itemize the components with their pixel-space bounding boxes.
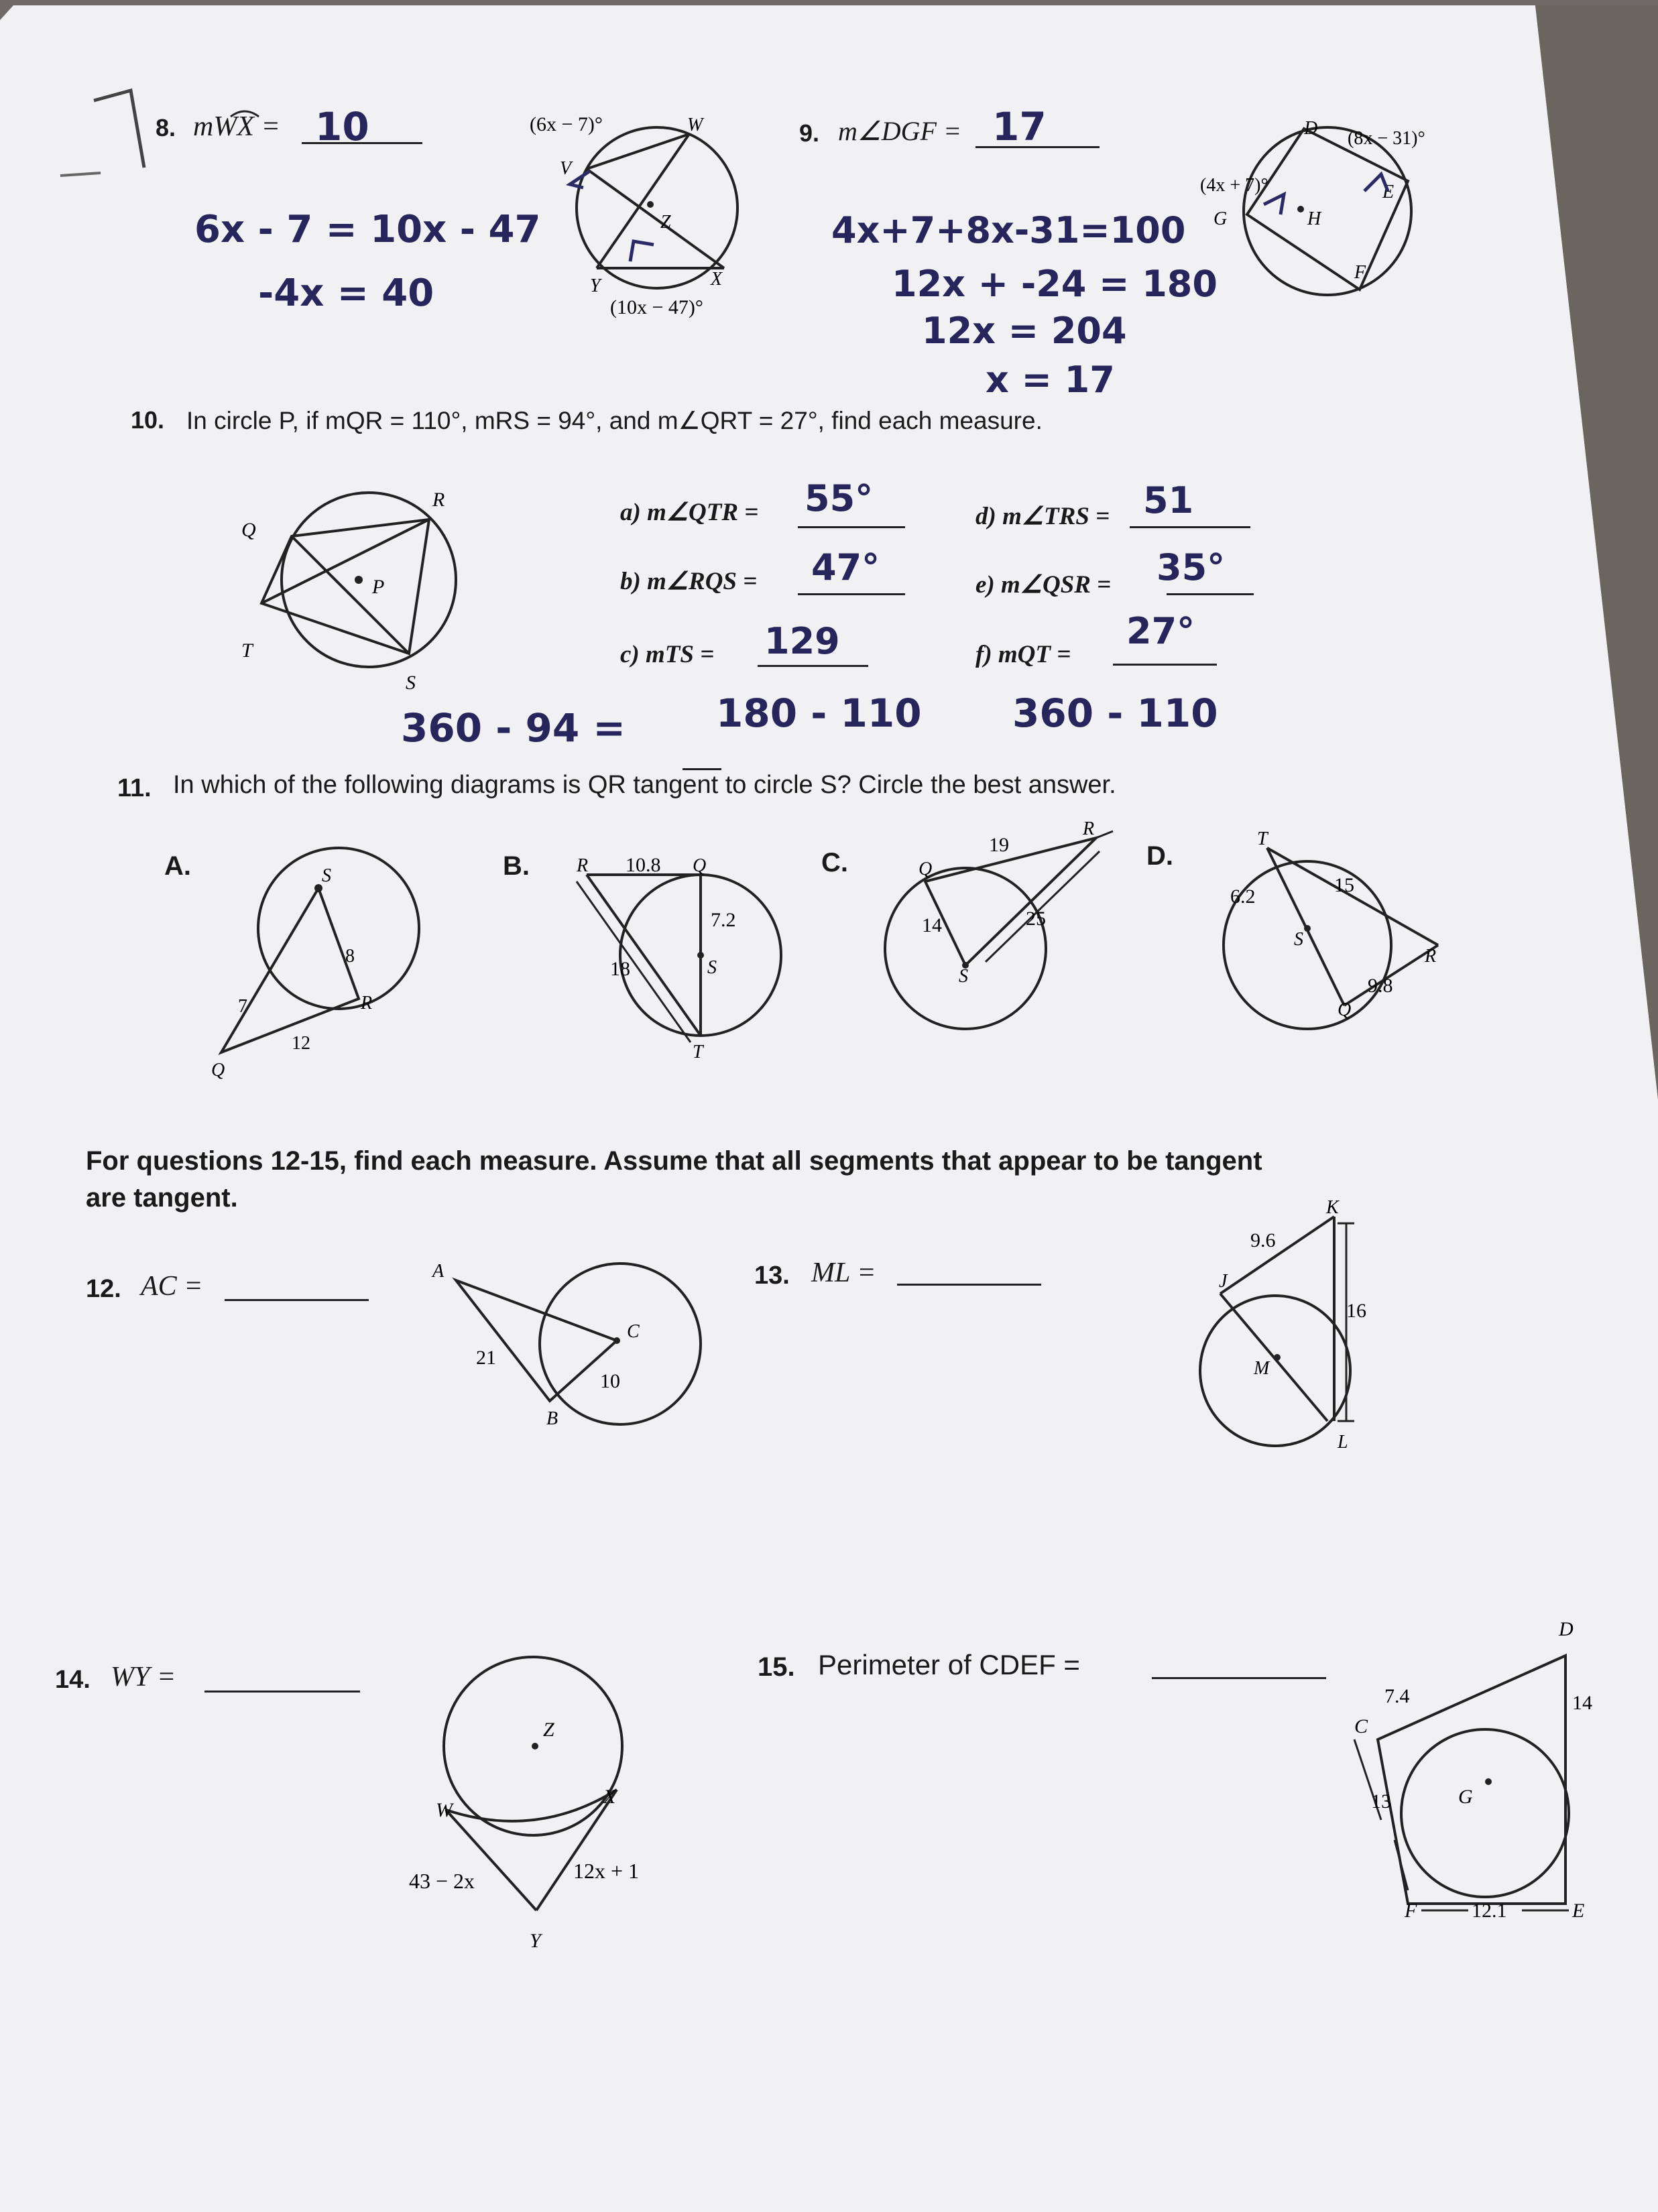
q11-c-point-r: R <box>1083 821 1095 839</box>
q8-arc-symbol <box>228 106 261 119</box>
q10-point-q: Q <box>241 519 256 541</box>
instructions-line2: are tangent. <box>86 1183 238 1213</box>
q11-option-d-label[interactable]: D. <box>1146 841 1173 871</box>
q10f-label: f) mQT = <box>975 641 1071 668</box>
q10c-answer-line <box>758 665 868 667</box>
q13-len-16: 16 <box>1346 1300 1366 1322</box>
q11-c-len-19: 19 <box>989 834 1009 856</box>
q14-point-w: W <box>436 1799 453 1821</box>
q10-point-r: R <box>432 489 445 511</box>
q13-diagram <box>1193 1193 1395 1461</box>
q9-work-line4: x = 17 <box>986 359 1115 401</box>
q9-point-g: G <box>1213 208 1228 229</box>
q11-a-len-8: 8 <box>345 946 355 967</box>
q12-number: 12. <box>86 1275 121 1303</box>
q10d-answer-line <box>1130 526 1250 528</box>
q10-point-p: P <box>372 576 385 598</box>
q11-a-point-r: R <box>361 993 373 1013</box>
q11-c-len-14: 14 <box>922 914 942 936</box>
q11-c-len-25: 25 <box>1026 908 1046 930</box>
q11-option-b-diagram[interactable] <box>560 845 801 1072</box>
q8-hand-arrow2 <box>630 241 654 261</box>
q12-diagram <box>422 1253 704 1434</box>
q15-point-c: C <box>1354 1715 1368 1737</box>
q14-expr-xy: 12x + 1 <box>573 1859 640 1883</box>
q12-len-21: 21 <box>476 1347 496 1369</box>
q9-work-line2: 12x + -24 = 180 <box>892 263 1218 305</box>
q11-d-len-6-2: 6.2 <box>1230 885 1256 908</box>
q15-label: Perimeter of CDEF = <box>818 1649 1080 1680</box>
q10-point-s: S <box>406 672 416 694</box>
q8-chord-wy <box>597 134 689 268</box>
q12-label: AC = <box>141 1271 203 1302</box>
q9-number: 9. <box>799 119 820 147</box>
q10e-answer-line <box>1167 593 1254 595</box>
q15-point-f: F <box>1405 1900 1417 1922</box>
q8-work-line2: -4x = 40 <box>258 271 434 315</box>
q10-center-dot <box>355 576 363 584</box>
q14-answer-line[interactable] <box>204 1691 360 1693</box>
q12-len-10: 10 <box>600 1370 620 1392</box>
q11-a-point-s: S <box>322 865 331 886</box>
q11-a-point-q: Q <box>211 1060 225 1081</box>
q13-point-l: L <box>1338 1432 1348 1453</box>
q15-point-d: D <box>1559 1618 1574 1640</box>
q9-label: m∠DGF = <box>838 116 961 146</box>
q8-center-dot <box>647 201 654 208</box>
q15-len-12-1: 12.1 <box>1472 1900 1507 1922</box>
q11-d-len-9-8: 9.8 <box>1368 975 1393 997</box>
q8-point-y: Y <box>590 275 601 296</box>
q8-point-w: W <box>687 115 703 135</box>
q8-arc-bottom-label: (10x − 47)° <box>610 296 703 318</box>
q15-len-14: 14 <box>1572 1692 1592 1714</box>
q10-work1: 360 - 94 = <box>401 705 626 751</box>
q10a-answer[interactable]: 55° <box>805 477 874 519</box>
q15-number: 15. <box>758 1652 795 1682</box>
q12-answer-line[interactable] <box>225 1299 369 1301</box>
q13-point-j: J <box>1219 1271 1228 1292</box>
q10-work2: 180 - 110 <box>716 690 922 736</box>
q11-b-point-q: Q <box>693 855 707 876</box>
q10-point-t: T <box>241 639 253 662</box>
q10-work3: 360 - 110 <box>1012 690 1218 736</box>
q9-circle <box>1244 127 1411 295</box>
q13-len-9-6: 9.6 <box>1250 1229 1276 1251</box>
q9-answer[interactable]: 17 <box>992 104 1047 149</box>
q11-option-b-label[interactable]: B. <box>503 851 530 881</box>
q15-len-13: 13 <box>1371 1790 1391 1812</box>
q10b-answer[interactable]: 47° <box>811 546 880 589</box>
q13-answer-line[interactable] <box>897 1284 1041 1286</box>
q8-arc-top-label: (6x − 7)° <box>530 113 603 135</box>
q10-quadrilateral <box>261 519 429 654</box>
q8-diagram <box>523 107 764 322</box>
q11-b-len-10-8: 10.8 <box>626 854 661 876</box>
q15-answer-line[interactable] <box>1152 1677 1326 1679</box>
q10-number: 10. <box>131 406 165 434</box>
q11-d-point-t: T <box>1257 828 1268 849</box>
q15-diagram <box>1344 1609 1626 1944</box>
q14-diagram <box>396 1642 677 1964</box>
q13-label: ML = <box>811 1257 876 1288</box>
q10e-label: e) m∠QSR = <box>975 571 1112 599</box>
q11-c-point-q: Q <box>919 859 933 879</box>
q15-point-g: G <box>1458 1786 1473 1808</box>
q8-work-line1: 6x - 7 = 10x - 47 <box>194 208 541 251</box>
q8-number: 8. <box>156 114 176 141</box>
q11-b-point-s: S <box>707 957 717 978</box>
q10f-answer[interactable]: 27° <box>1126 610 1195 652</box>
q14-number: 14. <box>55 1666 91 1694</box>
q11-number: 11. <box>117 774 152 802</box>
q11-option-c-label[interactable]: C. <box>821 848 848 877</box>
q11-b-len-7-2: 7.2 <box>711 909 736 931</box>
q13-point-m: M <box>1254 1358 1270 1379</box>
q12-point-a: A <box>432 1261 445 1282</box>
q10e-answer[interactable]: 35° <box>1157 546 1226 589</box>
q10c-answer[interactable]: 129 <box>764 620 840 662</box>
q8-chord-vw <box>587 134 689 169</box>
q8-answer[interactable]: 10 <box>315 104 369 149</box>
q14-label: WY = <box>111 1662 176 1693</box>
q8-point-v: V <box>560 158 572 179</box>
q10c-label: c) mTS = <box>620 641 715 668</box>
q11-option-a-diagram[interactable] <box>201 838 456 1086</box>
q11-b-point-r: R <box>577 855 589 876</box>
q11-option-c-diagram[interactable] <box>878 821 1120 1042</box>
q11-d-point-s: S <box>1294 929 1303 950</box>
q14-point-y: Y <box>530 1930 541 1952</box>
q12-point-b: B <box>546 1408 558 1429</box>
q11-a-len-7: 7 <box>238 996 247 1017</box>
q10f-answer-line <box>1113 664 1217 666</box>
q11-a-triangle <box>221 888 359 1052</box>
q11-d-point-q: Q <box>1338 999 1352 1020</box>
q9-angle-d-label: (8x − 31)° <box>1348 128 1425 149</box>
q11-d-len-15: 15 <box>1334 874 1354 896</box>
q14-point-x: X <box>603 1786 616 1808</box>
q11-b-len-18: 18 <box>610 958 630 980</box>
q10-prompt: In circle P, if mQR = 110°, mRS = 94°, and m∠QRT = 27°, find each measure. <box>186 407 1043 434</box>
q11-segment-bar <box>683 768 721 770</box>
q10-diagonal-qs <box>292 536 409 654</box>
q11-a-len-12: 12 <box>292 1033 310 1054</box>
q10b-answer-line <box>798 593 905 595</box>
q14-expr-wy: 43 − 2x <box>409 1869 475 1893</box>
q9-center-dot <box>1297 206 1304 212</box>
q8-label: mWX = <box>193 111 280 142</box>
q11-option-d-diagram[interactable] <box>1200 828 1462 1049</box>
q13-point-k: K <box>1326 1197 1339 1218</box>
q9-work-line1: 4x+7+8x-31=100 <box>831 209 1186 251</box>
q14-point-z: Z <box>543 1719 554 1741</box>
q8-point-z: Z <box>660 212 671 233</box>
q15-point-e: E <box>1572 1900 1585 1922</box>
q11-d-point-r: R <box>1425 946 1437 967</box>
q10b-label: b) m∠RQS = <box>620 568 758 595</box>
q9-point-d: D <box>1304 118 1318 139</box>
q15-len-7-4: 7.4 <box>1384 1685 1410 1707</box>
q10-diagram <box>228 483 483 704</box>
q11-prompt: In which of the following diagrams is QR tangent to circle S? Circle the best answer. <box>173 771 1116 799</box>
q9-angle-g-label: (4x + 7)° <box>1200 175 1268 196</box>
q12-point-c: C <box>627 1321 640 1342</box>
q10a-label: a) m∠QTR = <box>620 499 759 526</box>
q9-point-h: H <box>1307 208 1321 229</box>
q11-option-a-label[interactable]: A. <box>164 851 191 881</box>
q9-work-line3: 12x = 204 <box>922 310 1127 352</box>
q11-c-point-s: S <box>959 966 968 987</box>
instructions-line1: For questions 12-15, find each measure. Assume that all segments that appear to be tangent <box>86 1146 1262 1176</box>
q8-point-x: X <box>711 269 723 290</box>
q10d-answer[interactable]: 51 <box>1143 479 1194 521</box>
q11-b-point-t: T <box>693 1042 703 1062</box>
q13-number: 13. <box>754 1262 790 1290</box>
q9-point-e: E <box>1382 182 1395 202</box>
q9-diagram <box>1133 114 1482 322</box>
q9-hand-mark1 <box>1264 194 1284 214</box>
q10d-label: d) m∠TRS = <box>975 503 1110 530</box>
q8-hand-arrow1 <box>570 171 590 188</box>
q10a-answer-line <box>798 526 905 528</box>
q9-point-f: F <box>1354 262 1366 283</box>
q9-quadrilateral <box>1247 129 1408 290</box>
